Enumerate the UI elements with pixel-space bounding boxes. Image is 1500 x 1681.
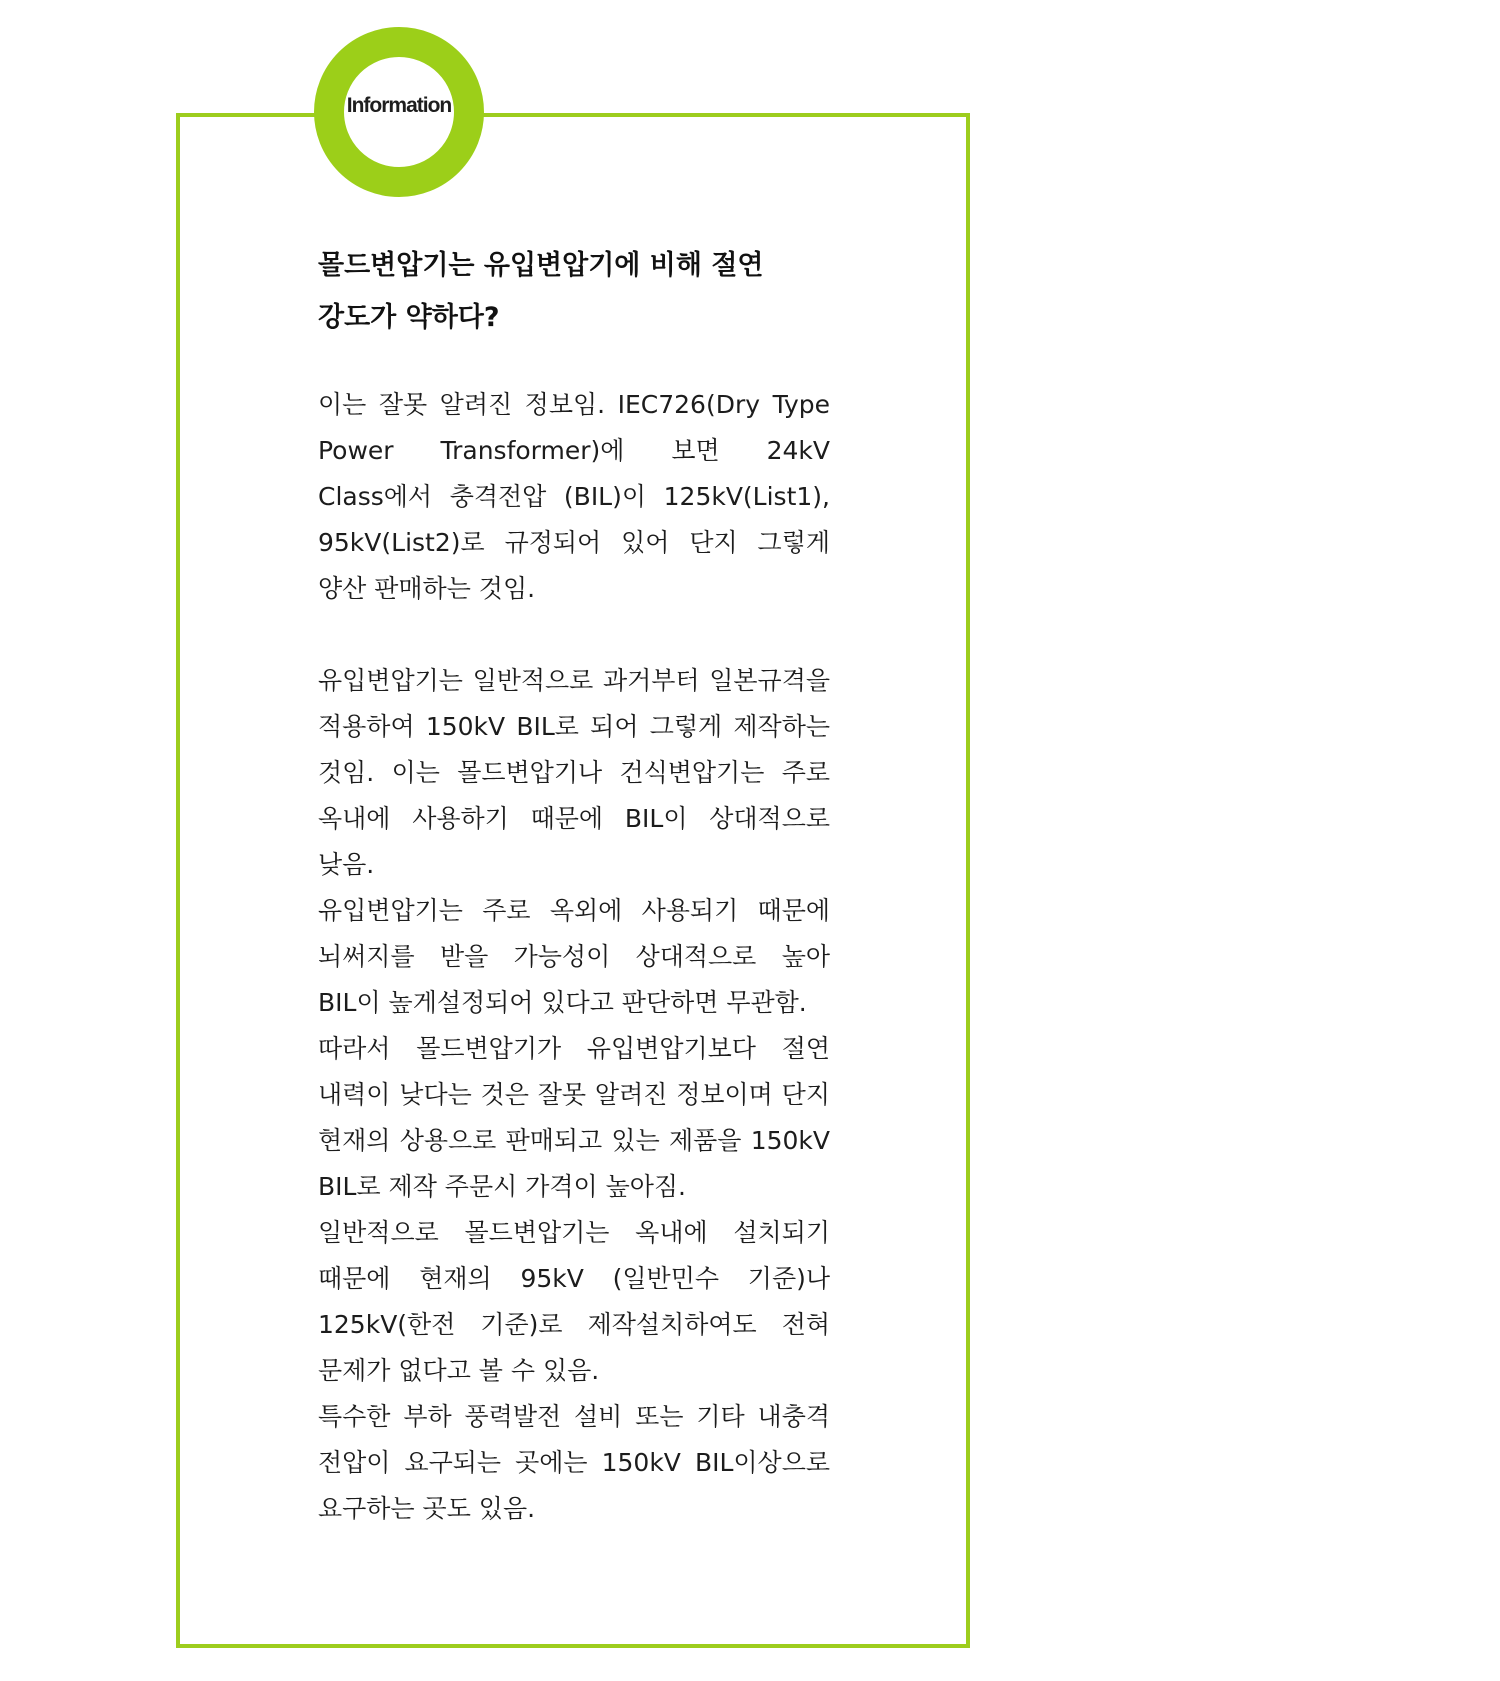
- paragraph-oil-transformer-bil: 유입변압기는 일반적으로 과거부터 일본규격을 적용하여 150kV BIL로 되어 그렇게 제작하는 것임. 이는 몰드변압기나 건식변압기는 주로 옥내에 사용하기 때문에 BIL이 상대적으로 낮음.: [318, 666, 830, 879]
- information-badge: [314, 27, 484, 197]
- title-line-2: 강도가 약하다?: [318, 302, 500, 333]
- title-line-1: 몰드변압기는 유입변압기에 비해 절연: [318, 250, 764, 281]
- paragraph-iec-standard: 이는 잘못 알려진 정보임. IEC726(Dry Type Power Transformer)에 보면 24kV Class에서 충격전압 (BIL)이 125kV(List1), 95kV(List2)로 규정되어 있어 단지 그렇게 양산 판매하는 것임.: [318, 390, 830, 603]
- paragraph-indoor-installation: 일반적으로 몰드변압기는 옥내에 설치되기 때문에 현재의 95kV (일반민수 기준)나 125kV(한전 기준)로 제작설치하여도 전혀 문제가 없다고 볼 수 있음.: [318, 1218, 830, 1385]
- paragraph-special-load: 특수한 부하 풍력발전 설비 또는 기타 내충격 전압이 요구되는 곳에는 150kV BIL이상으로 요구하는 곳도 있음.: [318, 1402, 830, 1523]
- paragraph-outdoor-surge: 유입변압기는 주로 옥외에 사용되기 때문에 뇌써지를 받을 가능성이 상대적으로 높아 BIL이 높게설정되어 있다고 판단하면 무관함.: [318, 896, 830, 1017]
- paragraph-conclusion: 따라서 몰드변압기가 유입변압기보다 절연 내력이 낮다는 것은 잘못 알려진 정보이며 단지 현재의 상용으로 판매되고 있는 제품을 150kV BIL로 제작 주문시 가격이 높아짐.: [318, 1034, 830, 1201]
- question-title: [318, 240, 838, 344]
- answer-body: [318, 382, 830, 1532]
- badge-label: Information: [346, 94, 452, 117]
